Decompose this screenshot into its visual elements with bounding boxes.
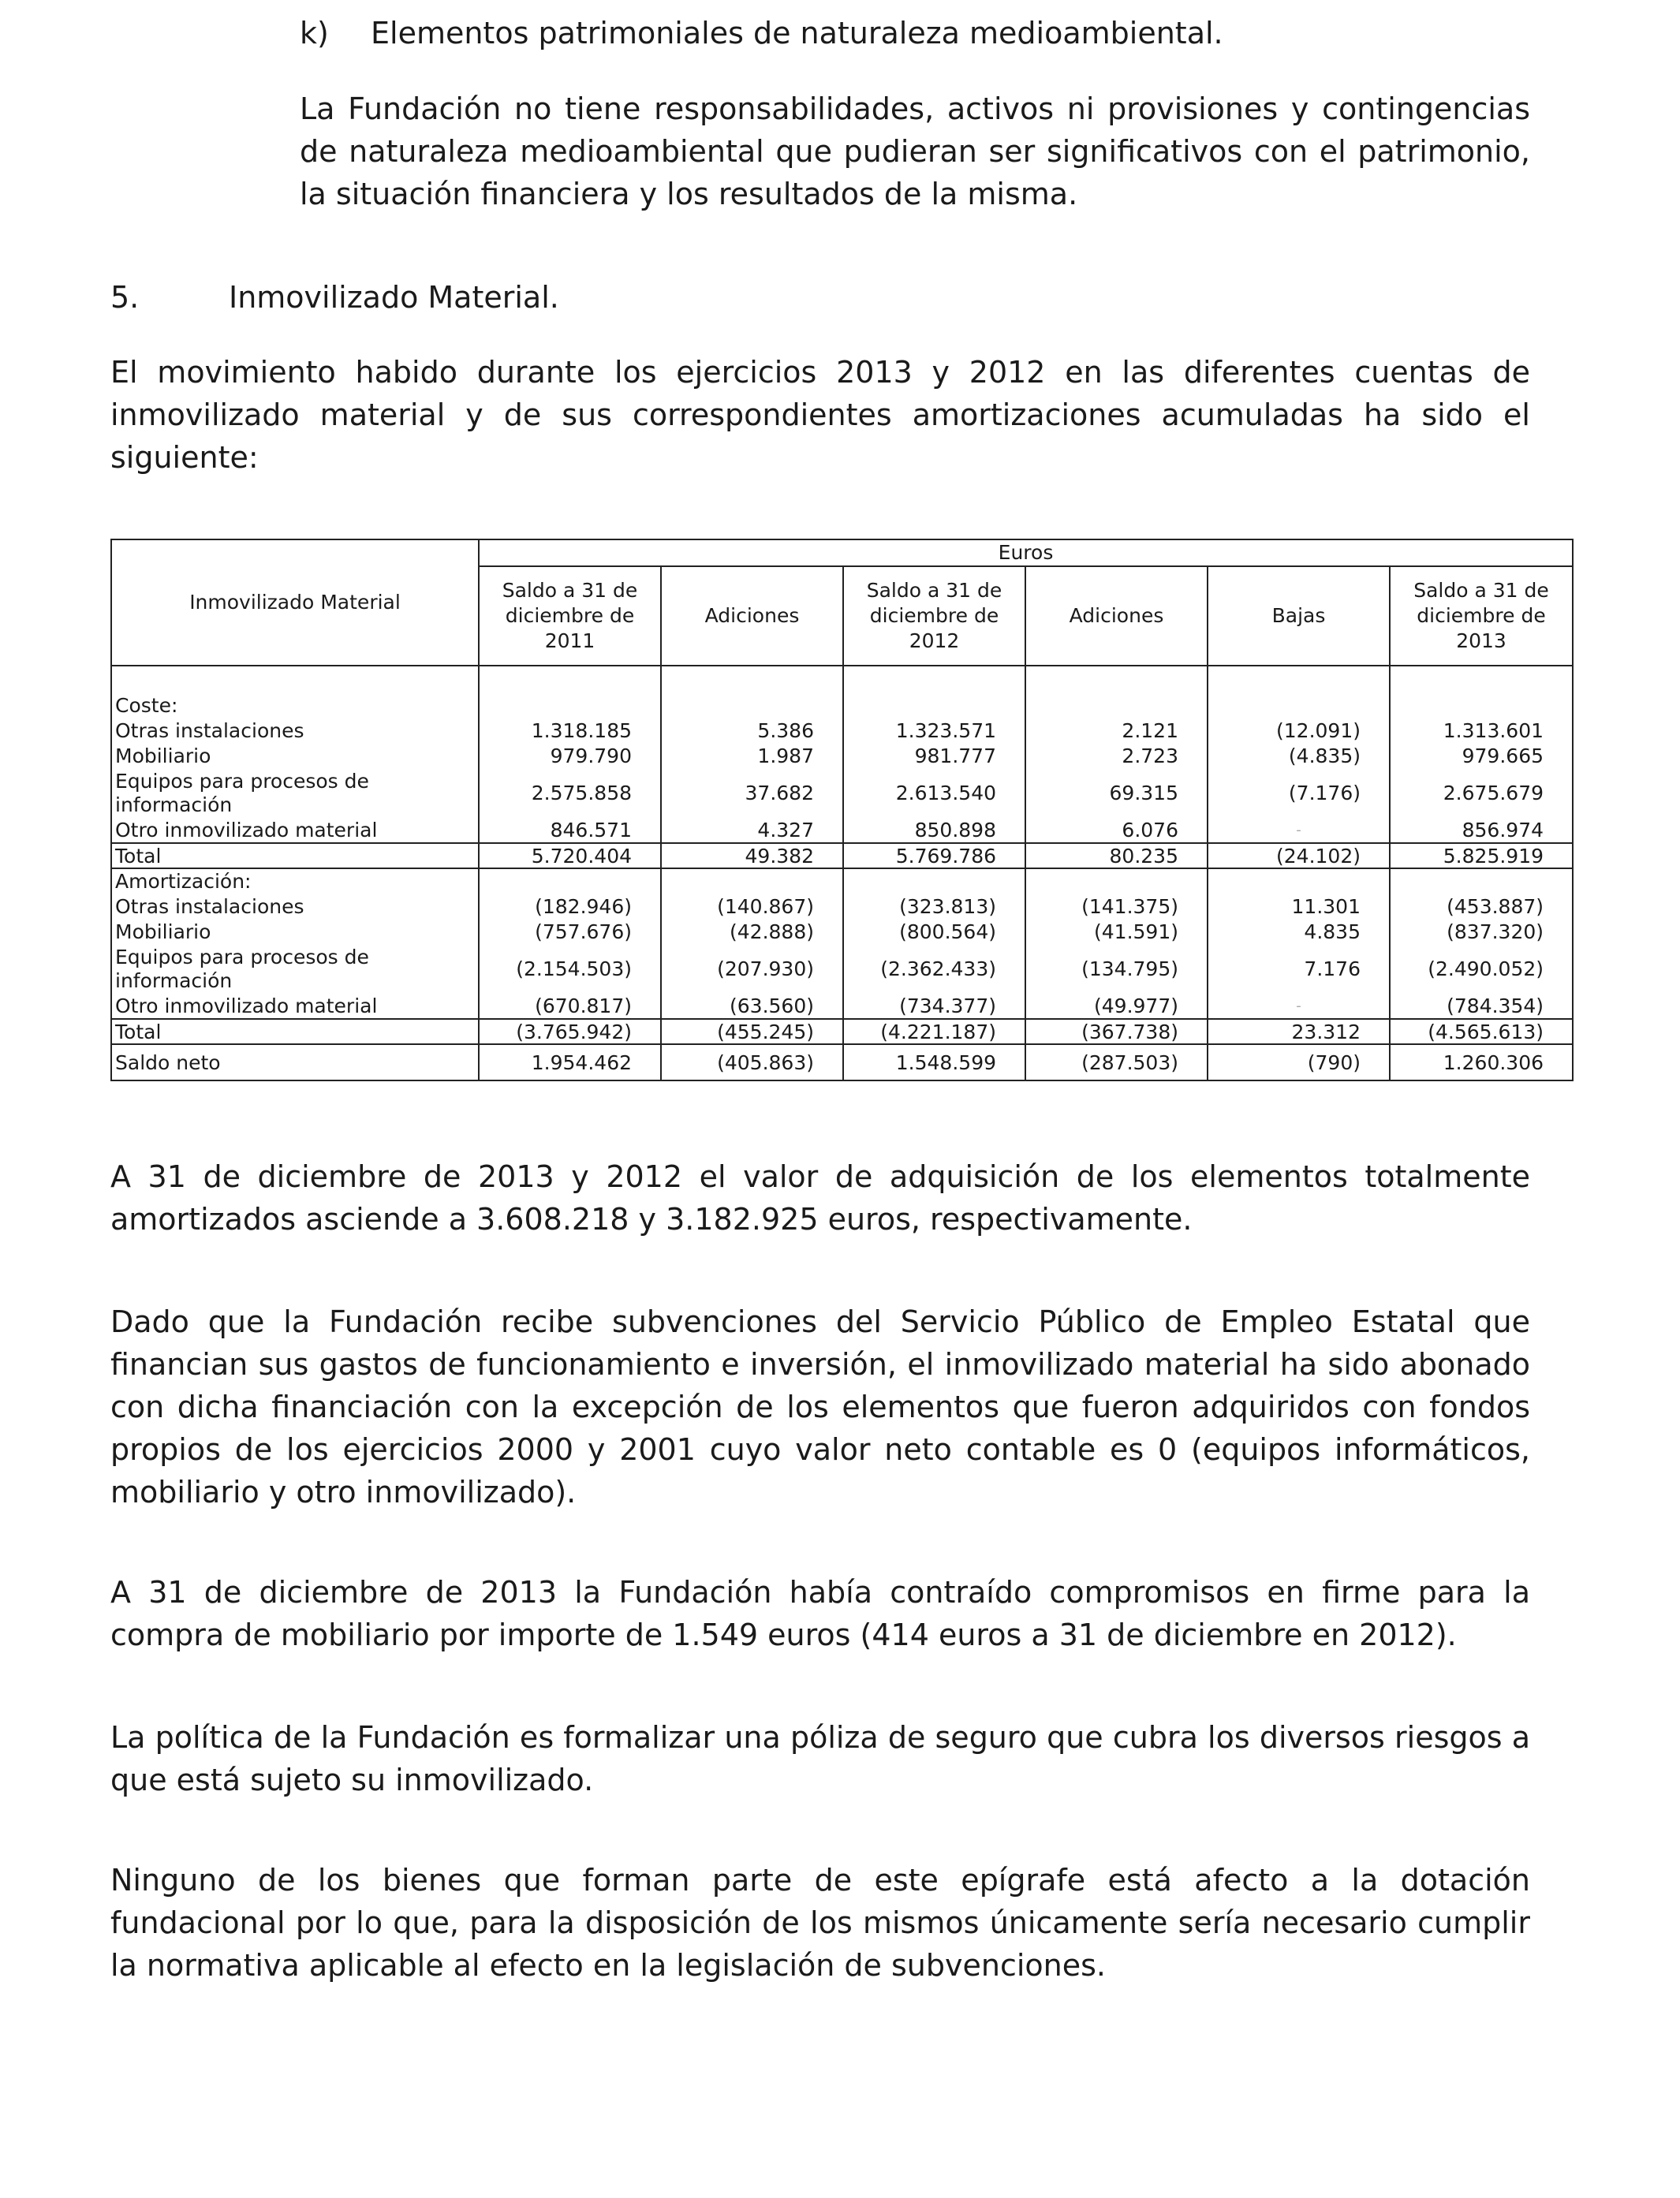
row-label: Total	[111, 1019, 479, 1044]
cell: (4.565.613)	[1390, 1019, 1573, 1044]
cell: (2.362.433)	[843, 944, 1025, 994]
column-header: Adiciones	[661, 566, 843, 666]
table-currency-row	[111, 539, 1573, 566]
cell: (323.813)	[843, 894, 1025, 919]
cell: (2.490.052)	[1390, 944, 1573, 994]
cell: 981.777	[843, 743, 1025, 768]
cell: (2.154.503)	[479, 944, 661, 994]
cell: (134.795)	[1025, 944, 1208, 994]
cell: 979.790	[479, 743, 661, 768]
cell: 1.318.185	[479, 718, 661, 743]
cell: 2.723	[1025, 743, 1208, 768]
cell: 979.665	[1390, 743, 1573, 768]
row-label: Otras instalaciones	[111, 718, 479, 743]
cell: (784.354)	[1390, 994, 1573, 1019]
subsidies-paragraph: Dado que la Fundación recibe subvenciones del Servicio Público de Empleo Estatal que financian sus gastos de funcionamiento e inversión, el inmovilizado material ha sido abonado con dicha financiación con la excepción de los elementos que fueron adquiridos con fondos propios de los ejercicios 2000 y 2001 cuyo valor neto contable es 0 (equipos informáticos, mobiliario y otro inmovilizado).	[110, 1304, 1530, 1509]
cell: 5.720.404	[479, 843, 661, 868]
cell: 5.769.786	[843, 843, 1025, 868]
column-header: Saldo a 31 de diciembre de 2013	[1390, 566, 1573, 666]
item-letter: k)	[300, 16, 329, 50]
row-label: Equipos para procesos de información	[111, 768, 479, 818]
cell: (7.176)	[1208, 768, 1390, 818]
cell: 846.571	[479, 818, 661, 843]
cell: 80.235	[1025, 843, 1208, 868]
cell: (24.102)	[1208, 843, 1390, 868]
cell: (49.977)	[1025, 994, 1208, 1019]
cell: (453.887)	[1390, 894, 1573, 919]
column-header: Saldo a 31 de diciembre de 2012	[843, 566, 1025, 666]
table-row	[111, 944, 1573, 994]
cell: 69.315	[1025, 768, 1208, 818]
item-heading	[300, 12, 1223, 54]
cell: 6.076	[1025, 818, 1208, 843]
cell: 4.835	[1208, 919, 1390, 944]
section-heading	[110, 276, 559, 319]
cell: (757.676)	[479, 919, 661, 944]
cell: (790)	[1208, 1044, 1390, 1080]
row-label: Equipos para procesos de información	[111, 944, 479, 994]
cell: (140.867)	[661, 894, 843, 919]
cell: (41.591)	[1025, 919, 1208, 944]
cell: (4.835)	[1208, 743, 1390, 768]
cell: 2.121	[1025, 718, 1208, 743]
environmental-paragraph: La Fundación no tiene responsabilidades, activos ni provisiones y contingencias de naturaleza medioambiental que pudieran ser significativos con el patrimonio, la situación financiera y los resultados de la misma.	[300, 91, 1530, 211]
cost-section-label: Coste:	[111, 692, 479, 718]
cell: (800.564)	[843, 919, 1025, 944]
table-spacer-row	[111, 666, 1573, 692]
table-row	[111, 768, 1573, 818]
section-number: 5.	[110, 280, 140, 315]
cell: -	[1208, 994, 1390, 1019]
cell: 850.898	[843, 818, 1025, 843]
cell: 1.313.601	[1390, 718, 1573, 743]
cell: 49.382	[661, 843, 843, 868]
row-header: Inmovilizado Material	[111, 539, 479, 666]
cell: (63.560)	[661, 994, 843, 1019]
cell: (12.091)	[1208, 718, 1390, 743]
cell: (734.377)	[843, 994, 1025, 1019]
cell: (405.863)	[661, 1044, 843, 1080]
column-header: Adiciones	[1025, 566, 1208, 666]
section-title: Inmovilizado Material.	[229, 280, 559, 315]
table-section-row	[111, 868, 1573, 894]
row-label: Mobiliario	[111, 743, 479, 768]
cell: (287.503)	[1025, 1044, 1208, 1080]
cell: 37.682	[661, 768, 843, 818]
table-row	[111, 718, 1573, 743]
row-label: Otro inmovilizado material	[111, 818, 479, 843]
cell: 5.825.919	[1390, 843, 1573, 868]
table-net-row	[111, 1044, 1573, 1080]
cell: 2.613.540	[843, 768, 1025, 818]
column-header: Bajas	[1208, 566, 1390, 666]
cell: (367.738)	[1025, 1019, 1208, 1044]
cell: 7.176	[1208, 944, 1390, 994]
table-row	[111, 894, 1573, 919]
cell: (42.888)	[661, 919, 843, 944]
column-header: Saldo a 31 de diciembre de 2011	[479, 566, 661, 666]
currency-header: Euros	[479, 539, 1573, 566]
table-total-row	[111, 1019, 1573, 1044]
row-label: Otras instalaciones	[111, 894, 479, 919]
cell: 856.974	[1390, 818, 1573, 843]
insurance-paragraph: La política de la Fundación es formalizar una póliza de seguro que cubra los diversos riesgos a que está sujeto su inmovilizado.	[110, 1720, 1530, 1797]
commitments-paragraph: A 31 de diciembre de 2013 la Fundación había contraído compromisos en firme para la compra de mobiliario por importe de 1.549 euros (414 euros a 31 de diciembre en 2012).	[110, 1575, 1530, 1652]
cell: (182.946)	[479, 894, 661, 919]
table-row	[111, 743, 1573, 768]
cell: 23.312	[1208, 1019, 1390, 1044]
cell: (4.221.187)	[843, 1019, 1025, 1044]
endowment-paragraph: Ninguno de los bienes que forman parte de este epígrafe está afecto a la dotación fundacional por lo que, para la disposición de los mismos únicamente sería necesario cumplir la normativa aplicable al efecto en la legislación de subvenciones.	[110, 1863, 1530, 1983]
row-label: Mobiliario	[111, 919, 479, 944]
cell: 2.675.679	[1390, 768, 1573, 818]
cell: 1.987	[661, 743, 843, 768]
cell: 5.386	[661, 718, 843, 743]
cell: (455.245)	[661, 1019, 843, 1044]
cell: 2.575.858	[479, 768, 661, 818]
cell: 4.327	[661, 818, 843, 843]
cell: 1.323.571	[843, 718, 1025, 743]
cell: 1.260.306	[1390, 1044, 1573, 1080]
table-total-row	[111, 843, 1573, 868]
cell: (141.375)	[1025, 894, 1208, 919]
item-title: Elementos patrimoniales de naturaleza medioambiental.	[371, 16, 1223, 50]
section-intro-paragraph: El movimiento habido durante los ejercicios 2013 y 2012 en las diferentes cuentas de inmovilizado material y de sus correspondientes amortizaciones acumuladas ha sido el siguiente:	[110, 355, 1530, 475]
cell: 11.301	[1208, 894, 1390, 919]
table-row	[111, 919, 1573, 944]
table-row	[111, 818, 1573, 843]
amortization-section-label: Amortización:	[111, 868, 479, 894]
table-section-row	[111, 692, 1573, 718]
cell: (837.320)	[1390, 919, 1573, 944]
cell: (3.765.942)	[479, 1019, 661, 1044]
row-label: Saldo neto	[111, 1044, 479, 1080]
row-label: Otro inmovilizado material	[111, 994, 479, 1019]
cell: -	[1208, 818, 1390, 843]
cell: (207.930)	[661, 944, 843, 994]
row-label: Total	[111, 843, 479, 868]
cell: 1.548.599	[843, 1044, 1025, 1080]
cell: 1.954.462	[479, 1044, 661, 1080]
fixed-assets-movement-table	[110, 539, 1574, 1081]
table-row	[111, 994, 1573, 1019]
fully-amortized-paragraph: A 31 de diciembre de 2013 y 2012 el valor de adquisición de los elementos totalmente amortizados asciende a 3.608.218 y 3.182.925 euros, respectivamente.	[110, 1159, 1530, 1237]
cell: (670.817)	[479, 994, 661, 1019]
